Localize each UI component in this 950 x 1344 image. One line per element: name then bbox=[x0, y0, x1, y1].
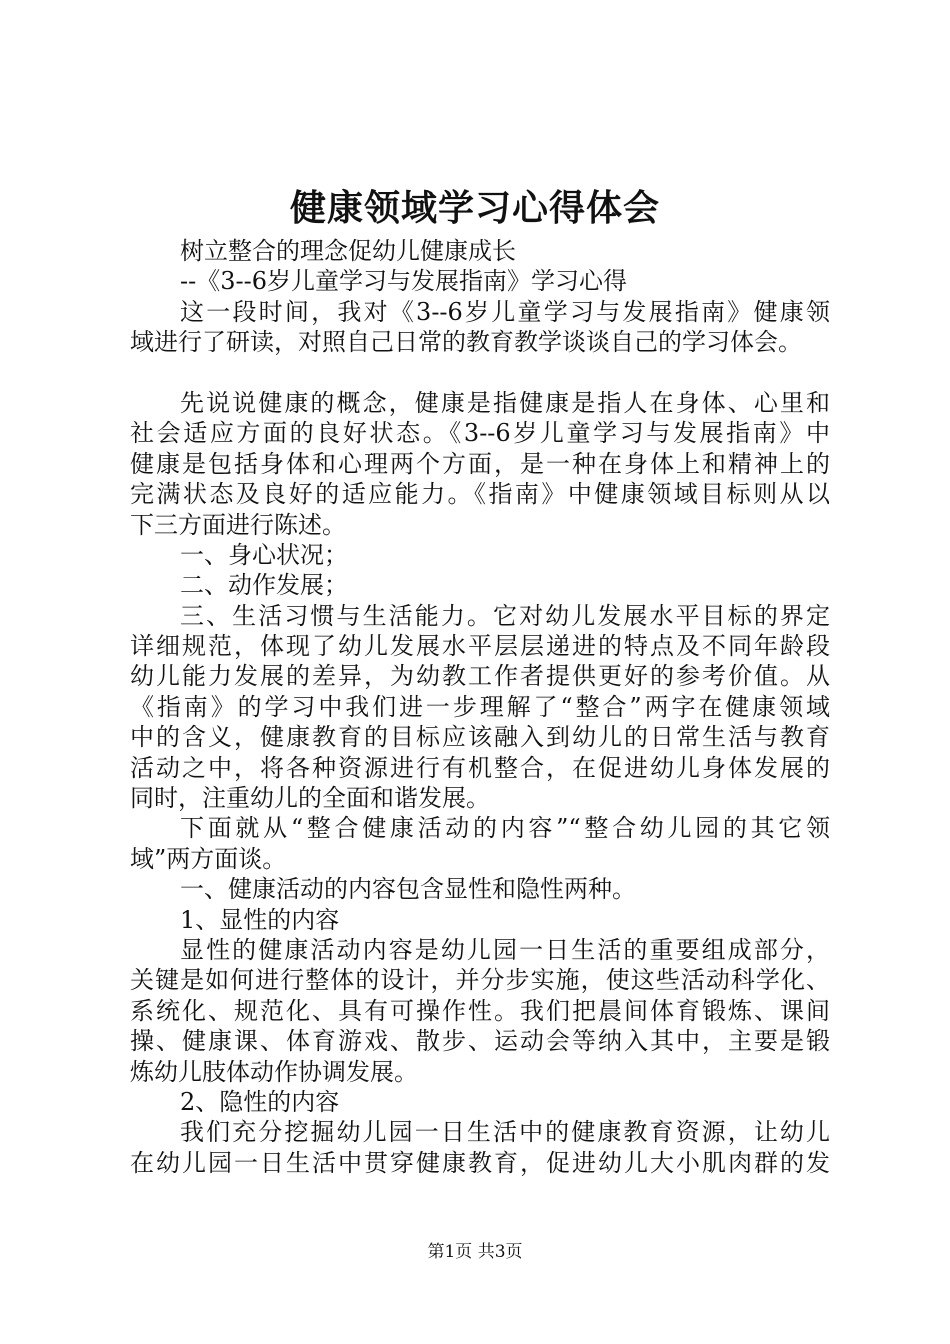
text-line: 《指南》的学习中我们进一步理解了“整合”两字在健康领域 bbox=[130, 692, 830, 721]
text-line: 显性的健康活动内容是幼儿园一日生活的重要组成部分， bbox=[180, 935, 830, 964]
text-line: 详细规范，体现了幼儿发展水平层层递进的特点及不同年龄段 bbox=[130, 632, 830, 661]
text-line: 中的含义，健康教育的目标应该融入到幼儿的日常生活与教育 bbox=[130, 723, 830, 752]
text-line: 域”两方面谈。 bbox=[130, 844, 287, 873]
text-line: 域进行了研读，对照自己日常的教育教学谈谈自己的学习体会。 bbox=[130, 328, 802, 357]
text-line: 二、动作发展； bbox=[180, 571, 348, 600]
text-line: 先说说健康的概念，健康是指健康是指人在身体、心里和 bbox=[180, 388, 830, 417]
text-line: 关键是如何进行整体的设计，并分步实施，使这些活动科学化、 bbox=[130, 966, 830, 995]
text-line: 三、生活习惯与生活能力。它对幼儿发展水平目标的界定 bbox=[180, 601, 830, 630]
text-line: 一、身心状况； bbox=[180, 540, 348, 569]
text-line: 社会适应方面的良好状态。《3--6岁儿童学习与发展指南》中 bbox=[130, 419, 830, 448]
text-line: 一、健康活动的内容包含显性和隐性两种。 bbox=[180, 875, 636, 904]
text-line: 这一段时间，我对《3--6岁儿童学习与发展指南》健康领 bbox=[180, 297, 830, 326]
text-line: 幼儿能力发展的差异，为幼教工作者提供更好的参考价值。从 bbox=[130, 662, 830, 691]
text-line: 树立整合的理念促幼儿健康成长 bbox=[180, 237, 516, 265]
text-line: 1、显性的内容 bbox=[180, 905, 340, 934]
text-line: 我们充分挖掘幼儿园一日生活中的健康教育资源，让幼儿 bbox=[180, 1118, 830, 1147]
text-line: 活动之中，将各种资源进行有机整合，在促进幼儿身体发展的 bbox=[130, 753, 830, 782]
text-line: 下三方面进行陈述。 bbox=[130, 510, 346, 539]
text-line: 在幼儿园一日生活中贯穿健康教育，促进幼儿大小肌肉群的发 bbox=[130, 1148, 830, 1177]
text-line: 下面就从“整合健康活动的内容”“整合幼儿园的其它领 bbox=[180, 814, 830, 843]
blank-line bbox=[130, 358, 830, 388]
text-line: 同时，注重幼儿的全面和谐发展。 bbox=[130, 784, 490, 813]
text-line: 炼幼儿肢体动作协调发展。 bbox=[130, 1057, 418, 1086]
text-line: 系统化、规范化、具有可操作性。我们把晨间体育锻炼、课间 bbox=[130, 996, 830, 1025]
text-line: 完满状态及良好的适应能力。《指南》中健康领域目标则从以 bbox=[130, 480, 830, 509]
text-line: 操、健康课、体育游戏、散步、运动会等纳入其中，主要是锻 bbox=[130, 1027, 830, 1056]
text-line: 2、隐性的内容 bbox=[180, 1087, 340, 1116]
document-body bbox=[130, 236, 830, 1178]
text-line: --《3--6岁儿童学习与发展指南》学习心得 bbox=[180, 267, 627, 296]
text-line: 健康是包括身体和心理两个方面，是一种在身体上和精神上的 bbox=[130, 449, 830, 478]
document-title: 健康领域学习心得体会 bbox=[289, 187, 660, 229]
page-footer: 第1页 共3页 bbox=[427, 1242, 523, 1262]
